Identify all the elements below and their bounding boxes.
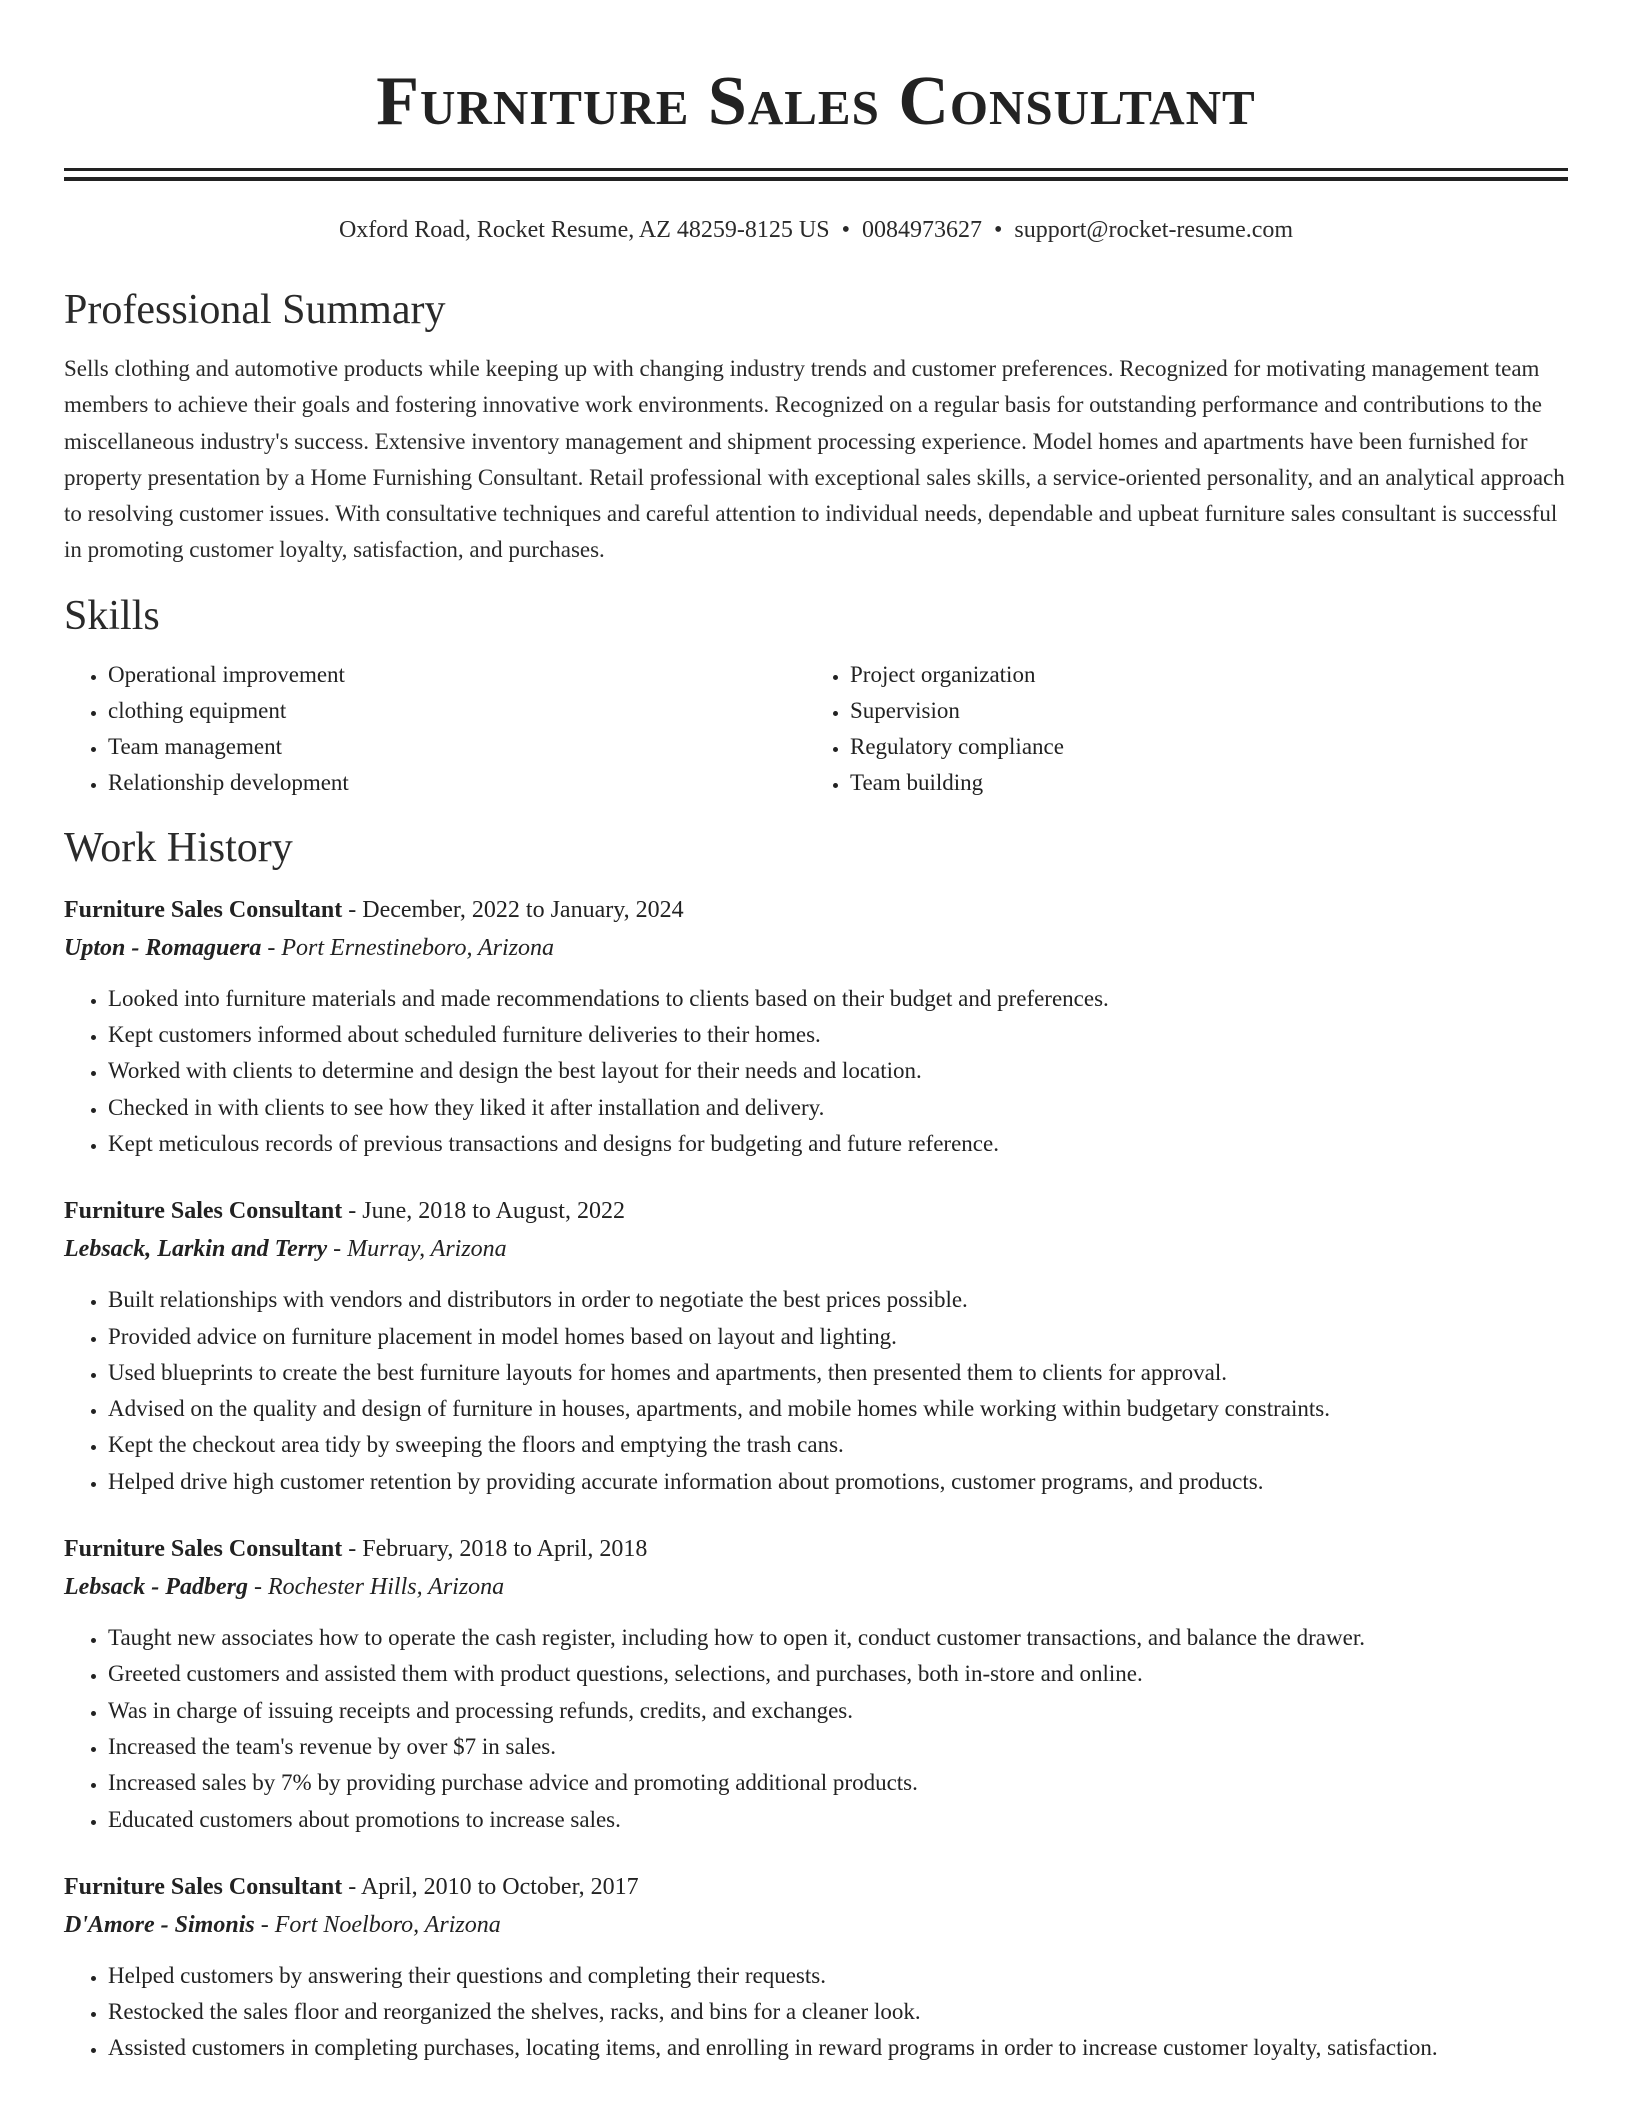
skill-item: • Project organization — [850, 657, 1548, 693]
job-duty: • Checked in with clients to see how they liked it after installation and delivery. — [108, 1090, 1568, 1126]
job-duties — [64, 1958, 1568, 2067]
job-duty: • Restocked the sales floor and reorganized the shelves, racks, and bins for a cleaner look. — [108, 1994, 1568, 2030]
job-company: Upton - Romaguera — [64, 934, 262, 961]
skills-list — [64, 657, 1568, 801]
job-dates: December, 2022 to January, 2024 — [362, 896, 684, 923]
job-location: Rochester Hills, Arizona — [267, 1574, 505, 1601]
contact-email: support@rocket-resume.com — [1014, 217, 1294, 243]
job-duty: • Used blueprints to create the best furniture layouts for homes and apartments, then presented them to clients for approval. — [108, 1355, 1568, 1391]
job-duty: • Greeted customers and assisted them with product questions, selections, and purchases, both in-store and online. — [108, 1656, 1568, 1692]
job-location: Port Ernestineboro, Arizona — [281, 934, 555, 961]
job-entry — [64, 891, 1568, 1162]
contact-line — [64, 215, 1568, 245]
job-title: Furniture Sales Consultant — [64, 1536, 343, 1563]
work-history-heading: Work History — [64, 824, 293, 871]
job-duty: • Worked with clients to determine and design the best layout for their needs and location. — [108, 1053, 1568, 1089]
job-duty: • Advised on the quality and design of furniture in houses, apartments, and mobile homes while working within budgetary constraints. — [108, 1391, 1568, 1427]
job-company: Lebsack - Padberg — [64, 1574, 248, 1601]
job-duty: • Kept meticulous records of previous transactions and designs for budgeting and future reference. — [108, 1126, 1568, 1162]
job-title: Furniture Sales Consultant — [64, 1873, 343, 1900]
job-duty: • Kept customers informed about scheduled furniture deliveries to their homes. — [108, 1017, 1568, 1053]
job-header: Furniture Sales Consultant - April, 2010 to October, 2017 — [64, 1873, 639, 1900]
summary-text: Sells clothing and automotive products while keeping up with changing industry trends and customer preferences. Recognized for motivating management team members to achieve their goals and fostering innovative work environments. Recognized on a regular basis for outstanding performance and contributions to the miscellaneous industry's success. Extensive inventory management and shipment processing experience. Model homes and apartments have been furnished for property presentation by a Home Furnishing Consultant. Retail professional with exceptional sales skills, a service-oriented personality, and an analytical approach to resolving customer issues. With consultative techniques and careful attention to individual needs, dependable and upbeat furniture sales consultant is successful in promoting customer loyalty, satisfaction, and purchases. — [64, 356, 1565, 563]
title-divider-top — [64, 168, 1568, 171]
job-duty: • Kept the checkout area tidy by sweeping the floors and emptying the trash cans. — [108, 1427, 1568, 1463]
job-duty: • Increased the team's revenue by over $7 in sales. — [108, 1729, 1568, 1765]
skill-item: • clothing equipment — [108, 693, 806, 729]
resume-page — [64, 0, 1568, 2067]
job-employer: Upton - Romaguera - Port Ernestineboro, Arizona — [64, 934, 555, 961]
contact-address: Oxford Road, Rocket Resume, AZ 48259-8125 US — [338, 217, 830, 243]
skills-column-left — [64, 657, 806, 801]
skill-item: • Regulatory compliance — [850, 729, 1548, 765]
skill-item: • Relationship development — [108, 765, 806, 801]
job-duties — [64, 1282, 1568, 1500]
job-company: D'Amore - Simonis — [64, 1911, 255, 1938]
job-company: Lebsack, Larkin and Terry — [64, 1236, 328, 1263]
job-location: Murray, Arizona — [347, 1236, 507, 1263]
contact-separator: • — [993, 217, 1003, 243]
job-duty: • Helped drive high customer retention by providing accurate information about promotions, customer programs, and products. — [108, 1464, 1568, 1500]
job-title: Furniture Sales Consultant — [64, 896, 343, 923]
job-entry — [64, 1192, 1568, 1500]
job-duty: • Was in charge of issuing receipts and processing refunds, credits, and exchanges. — [108, 1693, 1568, 1729]
job-duty: • Increased sales by 7% by providing purchase advice and promoting additional products. — [108, 1765, 1568, 1801]
job-dates: June, 2018 to August, 2022 — [362, 1198, 625, 1225]
job-duty: • Educated customers about promotions to increase sales. — [108, 1802, 1568, 1838]
job-dates: April, 2010 to October, 2017 — [360, 1873, 639, 1900]
job-duty: • Assisted customers in completing purchases, locating items, and enrolling in reward programs in order to increase customer loyalty, satisfaction. — [108, 2030, 1568, 2066]
job-duty: • Looked into furniture materials and made recommendations to clients based on their budget and preferences. — [108, 981, 1568, 1017]
job-location: Fort Noelboro, Arizona — [274, 1911, 501, 1938]
skill-item: • Team building — [850, 765, 1548, 801]
job-entry — [64, 1868, 1568, 2067]
job-duty: • Taught new associates how to operate the cash register, including how to open it, conduct customer transactions, and balance the drawer. — [108, 1620, 1568, 1656]
job-employer: Lebsack, Larkin and Terry - Murray, Arizona — [64, 1236, 507, 1263]
job-entry — [64, 1530, 1568, 1838]
job-duties — [64, 1620, 1568, 1838]
job-duty: • Built relationships with vendors and distributors in order to negotiate the best prices possible. — [108, 1282, 1568, 1318]
resume-title: Furniture Sales Consultant — [376, 63, 1256, 140]
job-header: Furniture Sales Consultant - February, 2018 to April, 2018 — [64, 1536, 648, 1563]
skill-item: • Operational improvement — [108, 657, 806, 693]
job-title: Furniture Sales Consultant — [64, 1198, 343, 1225]
job-header: Furniture Sales Consultant - December, 2022 to January, 2024 — [64, 896, 684, 923]
contact-phone: 0084973627 — [861, 217, 982, 243]
job-duty: • Helped customers by answering their questions and completing their requests. — [108, 1958, 1568, 1994]
skills-heading: Skills — [64, 592, 160, 639]
skills-column-right — [806, 657, 1548, 801]
job-dates: February, 2018 to April, 2018 — [362, 1536, 648, 1563]
job-header: Furniture Sales Consultant - June, 2018 to August, 2022 — [64, 1198, 625, 1225]
job-employer: Lebsack - Padberg - Rochester Hills, Arizona — [64, 1574, 505, 1601]
job-duty: • Provided advice on furniture placement in model homes based on layout and lighting. — [108, 1319, 1568, 1355]
skill-item: • Supervision — [850, 693, 1548, 729]
job-duties — [64, 981, 1568, 1162]
skill-item: • Team management — [108, 729, 806, 765]
summary-heading: Professional Summary — [64, 287, 446, 333]
title-divider-bottom — [64, 177, 1568, 181]
job-employer: D'Amore - Simonis - Fort Noelboro, Arizona — [64, 1911, 501, 1938]
contact-separator: • — [841, 217, 850, 243]
